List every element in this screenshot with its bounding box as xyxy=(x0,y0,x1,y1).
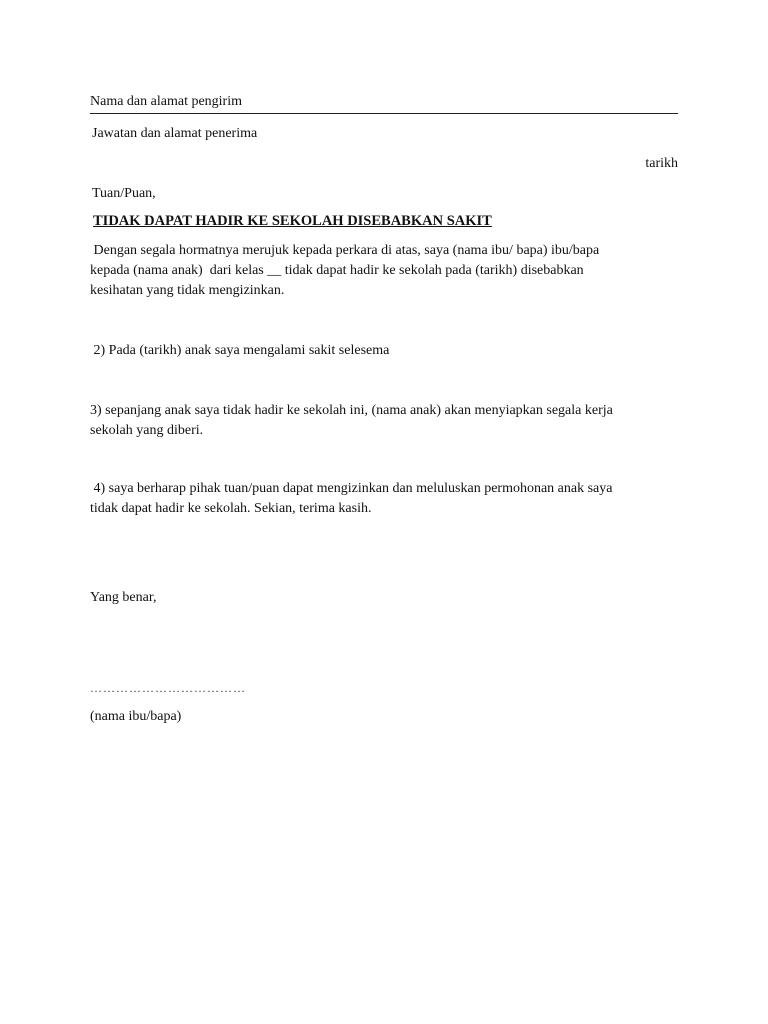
salutation: Tuan/Puan, xyxy=(92,186,156,201)
paragraph-1 xyxy=(90,241,690,301)
paragraph-line: tidak dapat hadir ke sekolah. Sekian, terima kasih. xyxy=(90,501,372,516)
paragraph-line: kesihatan yang tidak mengizinkan. xyxy=(90,283,285,298)
recipient-address: Jawatan dan alamat penerima xyxy=(92,126,258,141)
letter-date: tarikh xyxy=(645,156,678,171)
paragraph-line: 2) Pada (tarikh) anak saya mengalami sakit selesema xyxy=(90,343,390,358)
paragraph-4 xyxy=(90,479,690,519)
paragraph-line: 4) saya berharap pihak tuan/puan dapat mengizinkan dan meluluskan permohonan anak saya xyxy=(90,481,613,496)
paragraph-line: 3) sepanjang anak saya tidak hadir ke sekolah ini, (nama anak) akan menyiapkan segala kerja xyxy=(90,403,613,418)
closing: Yang benar, xyxy=(90,590,157,605)
paragraph-line: kepada (nama anak) dari kelas __ tidak dapat hadir ke sekolah pada (tarikh) disebabkan xyxy=(90,263,584,278)
signatory-name: (nama ibu/bapa) xyxy=(90,709,182,724)
paragraph-line: Dengan segala hormatnya merujuk kepada perkara di atas, saya (nama ibu/ bapa) ibu/bapa xyxy=(90,243,600,258)
paragraph-line: sekolah yang diberi. xyxy=(90,423,204,438)
sender-address: Nama dan alamat pengirim xyxy=(90,92,678,114)
signature-line: ……………………………… xyxy=(90,681,246,695)
paragraph-2 xyxy=(90,341,690,361)
paragraph-3 xyxy=(90,401,690,441)
letter-subject: TIDAK DAPAT HADIR KE SEKOLAH DISEBABKAN SAKIT xyxy=(93,213,492,229)
